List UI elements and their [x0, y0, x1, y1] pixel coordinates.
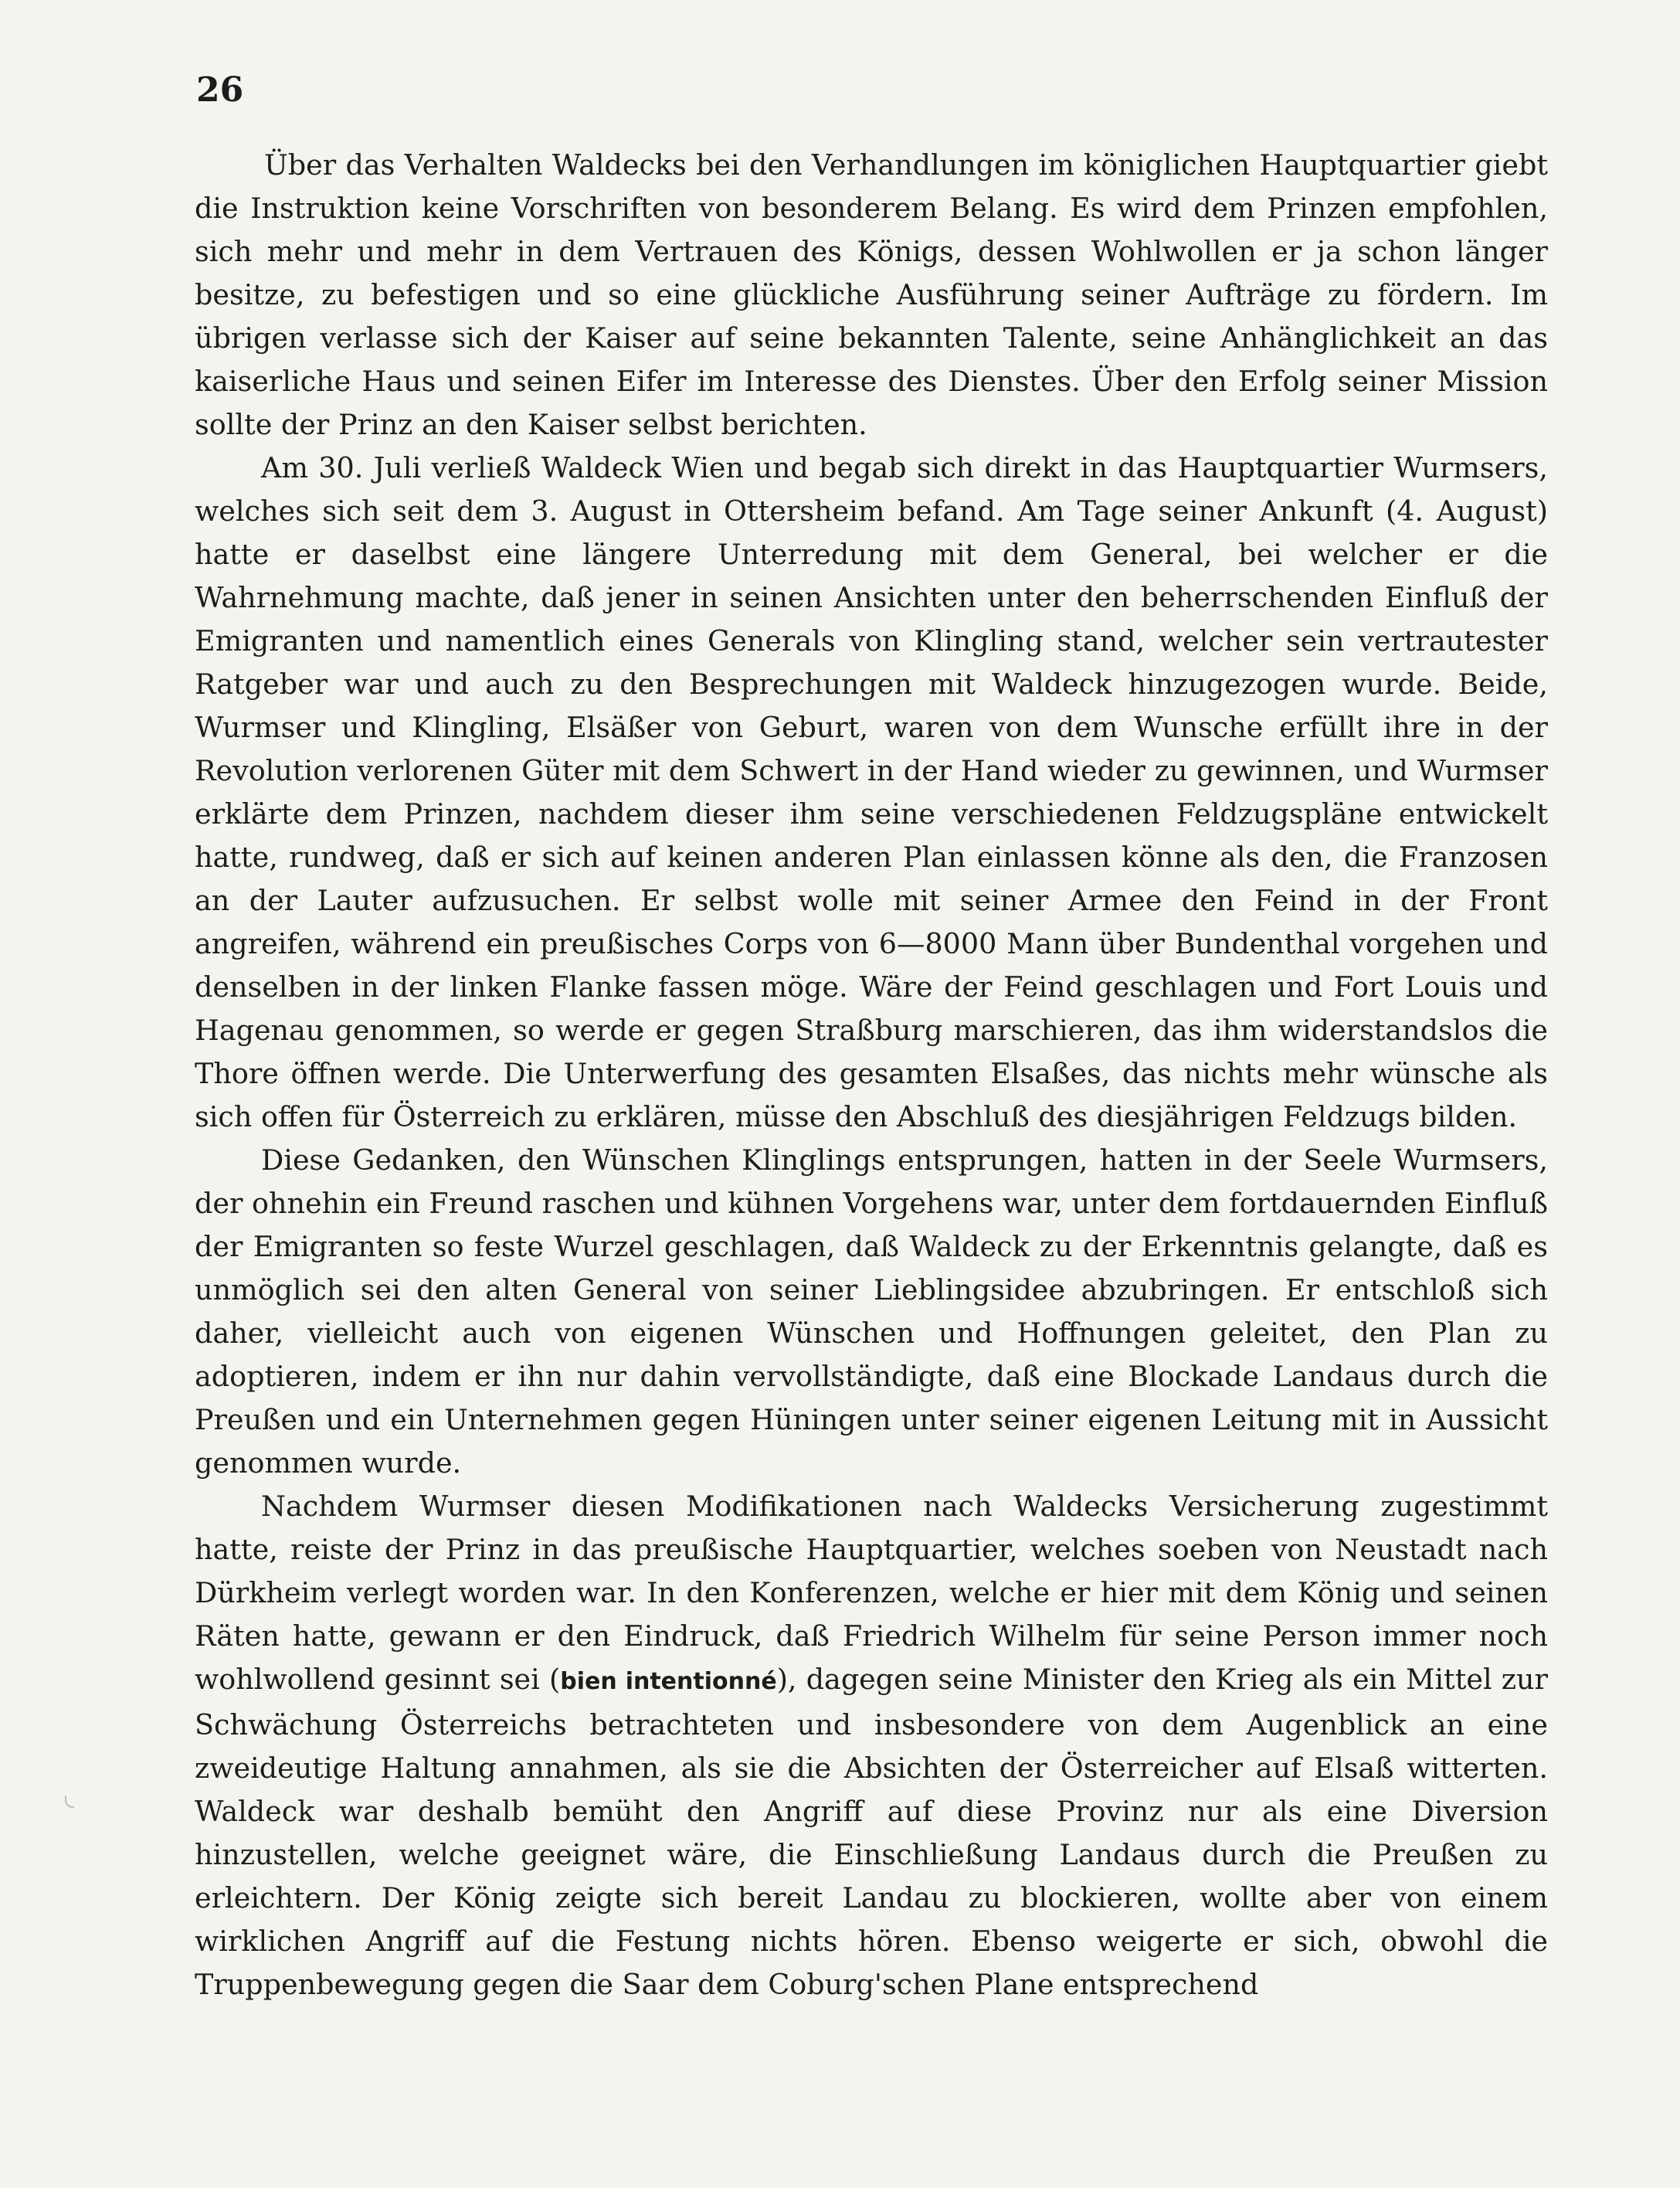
page-number: 26	[196, 70, 244, 110]
body-text	[195, 144, 1548, 2006]
paragraph-2: Am 30. Juli verließ Waldeck Wien und begab sich direkt in das Hauptquartier Wurmsers, welches sich seit dem 3. August in Ottersheim befand. Am Tage seiner Ankunft (4. August) hatte er daselbst eine längere Unterredung mit dem General, bei welcher er die Wahrnehmung machte, daß jener in seinen Ansichten unter den beherrschenden Einfluß der Emigranten und namentlich eines Generals von Klingling stand, welcher sein vertrautester Ratgeber war und auch zu den Besprechungen mit Waldeck hinzugezogen wurde. Beide, Wurmser und Klingling, Elsäßer von Geburt, waren von dem Wunsche erfüllt ihre in der Revolution verlorenen Güter mit dem Schwert in der Hand wieder zu gewinnen, und Wurmser erklärte dem Prinzen, nachdem dieser ihm seine verschiedenen Feldzugspläne entwickelt hatte, rundweg, daß er sich auf keinen anderen Plan einlassen könne als den, die Franzosen an der Lauter aufzusuchen. Er selbst wolle mit seiner Armee den Feind in der Front angreifen, während ein preußisches Corps von 6—8000 Mann über Bundenthal vorgehen und denselben in der linken Flanke fassen möge. Wäre der Feind geschlagen und Fort Louis und Hagenau genommen, so werde er gegen Straßburg marschieren, das ihm widerstandslos die Thore öffnen werde. Die Unterwerfung des gesamten Elsaßes, das nichts mehr wünsche als sich offen für Österreich zu erklären, müsse den Abschluß des diesjährigen Feldzugs bilden.	[195, 451, 1548, 1133]
paragraph-3: Diese Gedanken, den Wünschen Klinglings entsprungen, hatten in der Seele Wurmsers, der ohnehin ein Freund raschen und kühnen Vorgehens war, unter dem fortdauernden Einfluß der Emigranten so feste Wurzel geschlagen, daß Waldeck zu der Erkenntnis gelangte, daß es unmöglich sei den alten General von seiner Lieblingsidee abzubringen. Er entschloß sich daher, vielleicht auch von eigenen Wünschen und Hoffnungen geleitet, den Plan zu adoptieren, indem er ihn nur dahin vervollständigte, daß eine Blockade Landaus durch die Preußen und ein Unternehmen gegen Hüningen unter seiner eigenen Leitung mit in Aussicht genommen wurde.	[195, 1143, 1548, 1480]
paragraph-4-part-2: ), dagegen seine Minister den Krieg als ein Mittel zur Schwächung Österreichs betrachteten und insbesondere von dem Augenblick an eine zweideutige Haltung annahmen, als sie die Absichten der Österreicher auf Elsaß witterten. Waldeck war deshalb bemüht den Angriff auf diese Provinz nur als eine Diversion hinzustellen, welche geeignet wäre, die Einschließung Landaus durch die Preußen zu erleichtern. Der König zeigte sich bereit Landau zu blockieren, wollte aber von einem wirklichen Angriff auf die Festung nichts hören. Ebenso weigerte er sich, obwohl die Truppenbewegung gegen die Saar dem Coburg'schen Plane entsprechend	[195, 1663, 1548, 2001]
paragraph-1: Über das Verhalten Waldecks bei den Verhandlungen im königlichen Hauptquartier giebt die Instruktion keine Vorschriften von besonderem Belang. Es wird dem Prinzen empfohlen, sich mehr und mehr in dem Vertrauen des Königs, dessen Wohlwollen er ja schon länger besitze, zu befestigen und so eine glückliche Ausführung seiner Aufträge zu fördern. Im übrigen verlasse sich der Kaiser auf seine bekannten Talente, seine Anhänglichkeit an das kaiserliche Haus und seinen Eifer im Interesse des Dienstes. Über den Erfolg seiner Mission sollte der Prinz an den Kaiser selbst berichten.	[195, 148, 1548, 441]
paragraph-4	[195, 1485, 1548, 2006]
latin-phrase: bien intentionné	[560, 1668, 777, 1695]
margin-mark	[65, 1796, 74, 1808]
paragraph-4-part-1: Nachdem Wurmser diesen Modifikationen nach Waldecks Versicherung zugestimmt hatte, reiste der Prinz in das preußische Hauptquartier, welches soeben von Neustadt nach Dürkheim verlegt worden war. In den Konferenzen, welche er hier mit dem König und seinen Räten hatte, gewann er den Eindruck, daß Friedrich Wilhelm für seine Person immer noch wohlwollend gesinnt sei (	[195, 1490, 1548, 1696]
